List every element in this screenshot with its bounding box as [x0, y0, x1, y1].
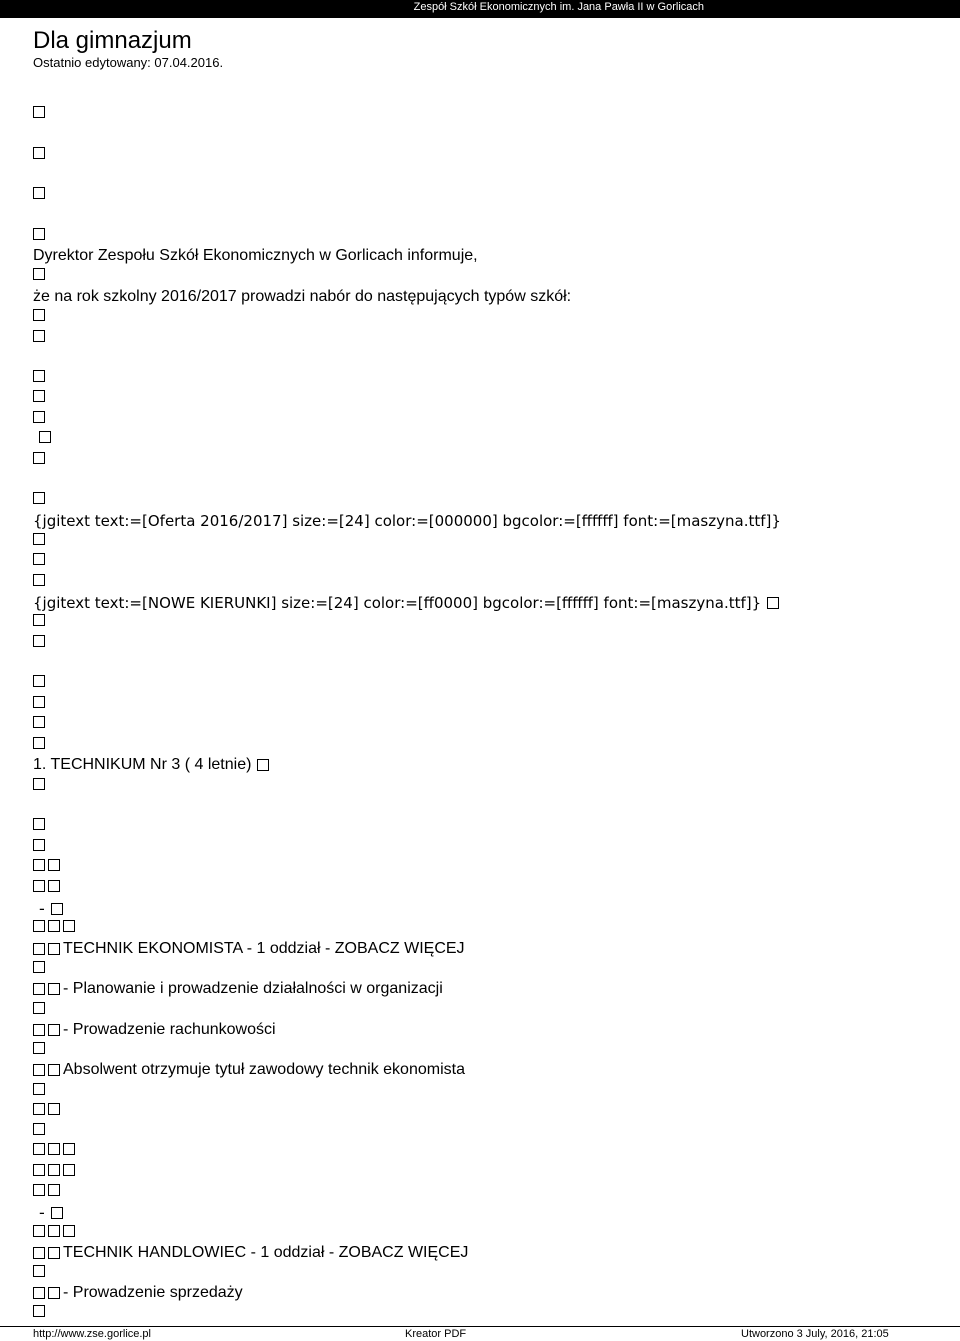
ekonomista-item-1: - Planowanie i prowadzenie działalności w organizacji — [63, 980, 443, 997]
missing-glyph-box — [48, 983, 60, 995]
intro-text-1: Dyrektor Zespołu Szkół Ekonomicznych w Gorlicach informuje, — [33, 247, 478, 264]
missing-glyph-box — [33, 1225, 45, 1237]
box-line — [33, 268, 48, 280]
missing-glyph-box — [48, 1103, 60, 1115]
missing-glyph-box — [48, 1024, 60, 1036]
missing-glyph-box — [33, 147, 45, 159]
box-line — [33, 635, 48, 647]
missing-glyph-box — [33, 1143, 45, 1155]
missing-glyph-box — [48, 1287, 60, 1299]
missing-glyph-box — [33, 920, 45, 932]
missing-glyph-box — [33, 961, 45, 973]
box-line — [33, 675, 48, 687]
missing-glyph-box — [257, 759, 269, 771]
missing-glyph-box — [33, 574, 45, 586]
handlowiec-item-line-1 — [33, 1284, 243, 1302]
jgitext-line-1 — [33, 512, 781, 530]
box-line — [33, 228, 48, 240]
intro-line-1 — [33, 247, 478, 265]
missing-glyph-box — [33, 1002, 45, 1014]
missing-glyph-box — [33, 553, 45, 565]
missing-glyph-box — [33, 943, 45, 955]
missing-glyph-box — [33, 492, 45, 504]
missing-glyph-box — [33, 1064, 45, 1076]
missing-glyph-box — [48, 1143, 60, 1155]
box-line — [33, 1083, 48, 1095]
box-line — [33, 553, 48, 565]
missing-glyph-box — [39, 431, 51, 443]
missing-glyph-box — [33, 778, 45, 790]
missing-glyph-box — [48, 1225, 60, 1237]
box-line — [33, 818, 48, 830]
missing-glyph-box — [33, 1103, 45, 1115]
missing-glyph-box — [48, 920, 60, 932]
box-line — [33, 431, 54, 443]
box-line — [33, 1265, 48, 1277]
missing-glyph-box — [33, 1287, 45, 1299]
missing-glyph-box — [33, 330, 45, 342]
footer-creator: Kreator PDF — [405, 1328, 467, 1340]
missing-glyph-box — [33, 818, 45, 830]
missing-glyph-box — [33, 696, 45, 708]
box-line — [33, 1143, 78, 1155]
missing-glyph-box — [48, 1184, 60, 1196]
box-line — [33, 920, 78, 932]
handlowiec-title-line — [33, 1244, 468, 1262]
missing-glyph-box — [33, 983, 45, 995]
box-line — [33, 309, 48, 321]
ekonomista-grad-line — [33, 1061, 465, 1079]
missing-glyph-box — [33, 1305, 45, 1317]
missing-glyph-box — [48, 859, 60, 871]
missing-glyph-box — [48, 943, 60, 955]
missing-glyph-box — [33, 1024, 45, 1036]
missing-glyph-box — [33, 1247, 45, 1259]
box-line — [33, 187, 48, 199]
box-line — [33, 614, 48, 626]
missing-glyph-box — [63, 1143, 75, 1155]
page-title: Dla gimnazjum — [33, 27, 192, 54]
missing-glyph-box — [33, 106, 45, 118]
box-line — [33, 839, 48, 851]
ekonomista-grad: Absolwent otrzymuje tytuł zawodowy technik ekonomista — [63, 1061, 465, 1078]
footer-url[interactable]: http://www.zse.gorlice.pl — [33, 1328, 151, 1340]
missing-glyph-box — [63, 1225, 75, 1237]
handlowiec-item-1: - Prowadzenie sprzedaży — [63, 1284, 243, 1301]
box-line — [33, 390, 48, 402]
footer — [0, 1326, 960, 1341]
jgitext-line-2 — [33, 594, 779, 612]
box-line — [33, 370, 48, 382]
box-line — [33, 696, 48, 708]
missing-glyph-box — [33, 839, 45, 851]
missing-glyph-box — [33, 187, 45, 199]
box-line — [33, 1123, 48, 1135]
missing-glyph-box — [33, 1042, 45, 1054]
last-edited: Ostatnio edytowany: 07.04.2016. — [33, 55, 224, 70]
technikum-heading: 1. TECHNIKUM Nr 3 ( 4 letnie) — [33, 756, 252, 773]
missing-glyph-box — [33, 1265, 45, 1277]
missing-glyph-box — [33, 1184, 45, 1196]
dash-line — [33, 900, 66, 918]
missing-glyph-box — [33, 716, 45, 728]
jgitext-oferta: {jgitext text:=[Oferta 2016/2017] size:=[24] color:=[000000] bgcolor:=[ffffff] font:=[maszyna.ttf]} — [33, 512, 781, 530]
intro-line-2 — [33, 288, 571, 306]
handlowiec-title: TECHNIK HANDLOWIEC - 1 oddział - ZOBACZ WIĘCEJ — [63, 1244, 469, 1261]
box-line — [33, 737, 48, 749]
box-line — [33, 1103, 63, 1115]
missing-glyph-box — [33, 452, 45, 464]
box-line — [33, 1002, 48, 1014]
jgitext-nowe-kierunki: {jgitext text:=[NOWE KIERUNKI] size:=[24] color:=[ff0000] bgcolor:=[ffffff] font:=[maszyna.ttf]} — [33, 594, 762, 612]
missing-glyph-box — [48, 1064, 60, 1076]
box-line — [33, 1305, 48, 1317]
box-line — [33, 1042, 48, 1054]
dash-text: - — [39, 1203, 45, 1222]
header-bar — [0, 0, 960, 18]
box-line — [33, 859, 63, 871]
missing-glyph-box — [48, 880, 60, 892]
missing-glyph-box — [33, 370, 45, 382]
missing-glyph-box — [48, 1247, 60, 1259]
missing-glyph-box — [33, 390, 45, 402]
missing-glyph-box — [33, 268, 45, 280]
box-line — [33, 716, 48, 728]
missing-glyph-box — [33, 1123, 45, 1135]
box-line — [33, 492, 48, 504]
box-line — [33, 880, 63, 892]
dash-text: - — [39, 899, 45, 918]
missing-glyph-box — [33, 228, 45, 240]
missing-glyph-box — [33, 1164, 45, 1176]
missing-glyph-box — [33, 533, 45, 545]
missing-glyph-box — [48, 1164, 60, 1176]
box-line — [33, 106, 48, 118]
box-line — [33, 778, 48, 790]
missing-glyph-box — [33, 675, 45, 687]
missing-glyph-box — [51, 903, 63, 915]
box-line — [33, 1164, 78, 1176]
header-school-name: Zespół Szkół Ekonomicznych im. Jana Pawła II w Gorlicach — [413, 1, 704, 13]
box-line — [33, 452, 48, 464]
box-line — [33, 574, 48, 586]
missing-glyph-box — [51, 1207, 63, 1219]
missing-glyph-box — [63, 920, 75, 932]
box-line — [33, 147, 48, 159]
missing-glyph-box — [33, 880, 45, 892]
missing-glyph-box — [33, 635, 45, 647]
ekonomista-item-line-1 — [33, 980, 443, 998]
box-line — [33, 961, 48, 973]
ekonomista-item-2: - Prowadzenie rachunkowości — [63, 1021, 276, 1038]
ekonomista-title-line — [33, 940, 465, 958]
missing-glyph-box — [33, 737, 45, 749]
dash-line — [33, 1204, 66, 1222]
missing-glyph-box — [767, 597, 779, 609]
missing-glyph-box — [33, 309, 45, 321]
missing-glyph-box — [33, 411, 45, 423]
box-line — [33, 533, 48, 545]
missing-glyph-box — [63, 1164, 75, 1176]
missing-glyph-box — [33, 859, 45, 871]
box-line — [33, 411, 48, 423]
ekonomista-title: TECHNIK EKONOMISTA - 1 oddział - ZOBACZ WIĘCEJ — [63, 940, 465, 957]
missing-glyph-box — [33, 1083, 45, 1095]
intro-text-2: że na rok szkolny 2016/2017 prowadzi nabór do następujących typów szkół: — [33, 288, 572, 305]
technikum-line — [33, 756, 269, 774]
footer-created: Utworzono 3 July, 2016, 21:05 — [741, 1328, 889, 1340]
missing-glyph-box — [33, 614, 45, 626]
ekonomista-item-line-2 — [33, 1021, 276, 1039]
box-line — [33, 1184, 63, 1196]
box-line — [33, 1225, 78, 1237]
box-line — [33, 330, 48, 342]
